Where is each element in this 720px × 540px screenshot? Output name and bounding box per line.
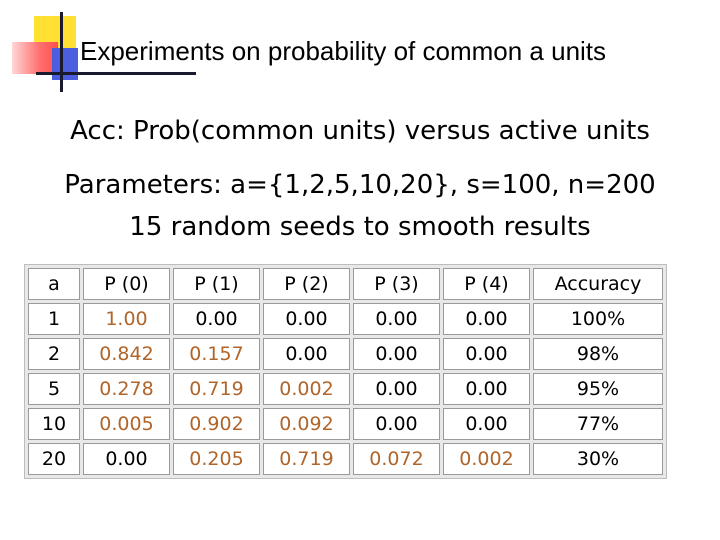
parameters-line: Parameters: a={1,2,5,10,20}, s=100, n=200: [64, 170, 656, 200]
table-cell: 0.002: [443, 443, 530, 475]
table-cell: 0.005: [83, 408, 170, 440]
table-row: [28, 408, 663, 440]
table-cell: 0.00: [173, 303, 260, 335]
table-cell: 0.00: [443, 338, 530, 370]
table-cell: 0.00: [353, 338, 440, 370]
table-cell: 0.072: [353, 443, 440, 475]
table-cell: 0.00: [83, 443, 170, 475]
table-row: [28, 443, 663, 475]
header-cell: Accuracy: [533, 268, 663, 300]
table-row: [28, 373, 663, 405]
table-cell: 0.002: [263, 373, 350, 405]
table-cell: 0.157: [173, 338, 260, 370]
header-cell: P (1): [173, 268, 260, 300]
table-cell: 0.00: [353, 303, 440, 335]
header-cell: P (2): [263, 268, 350, 300]
table-cell: 0.00: [353, 408, 440, 440]
table-cell: 95%: [533, 373, 663, 405]
table-cell: 1.00: [83, 303, 170, 335]
seeds-line: 15 random seeds to smooth results: [129, 212, 591, 242]
table-cell: 100%: [533, 303, 663, 335]
table-cell: 0.00: [443, 303, 530, 335]
table-row: [28, 303, 663, 335]
table-cell: 98%: [533, 338, 663, 370]
decor-horizontal-line: [36, 72, 196, 75]
table-cell: 0.902: [173, 408, 260, 440]
table-cell: 0.00: [443, 408, 530, 440]
table-cell: 0.00: [263, 303, 350, 335]
table-cell: 0.842: [83, 338, 170, 370]
table-cell: 30%: [533, 443, 663, 475]
table-cell: 0.00: [263, 338, 350, 370]
table-cell: 5: [28, 373, 80, 405]
table-cell: 1: [28, 303, 80, 335]
header-cell: P (4): [443, 268, 530, 300]
decor-vertical-line: [60, 12, 63, 92]
slide-title: Experiments on probability of common a units: [80, 36, 607, 66]
table-cell: 10: [28, 408, 80, 440]
header-cell: a: [28, 268, 80, 300]
table-cell: 0.00: [353, 373, 440, 405]
header-cell: P (3): [353, 268, 440, 300]
table-cell: 20: [28, 443, 80, 475]
table-cell: 0.00: [443, 373, 530, 405]
table-cell: 2: [28, 338, 80, 370]
header-cell: P (0): [83, 268, 170, 300]
results-table: [24, 264, 667, 479]
decor-blue-square: [52, 48, 78, 80]
table-cell: 0.278: [83, 373, 170, 405]
table-cell: 0.092: [263, 408, 350, 440]
table-cell: 0.719: [173, 373, 260, 405]
table-header-row: [28, 268, 663, 300]
table-cell: 0.719: [263, 443, 350, 475]
table-cell: 77%: [533, 408, 663, 440]
subtitle-accuracy: Acc: Prob(common units) versus active units: [70, 116, 650, 146]
table-cell: 0.205: [173, 443, 260, 475]
table-row: [28, 338, 663, 370]
